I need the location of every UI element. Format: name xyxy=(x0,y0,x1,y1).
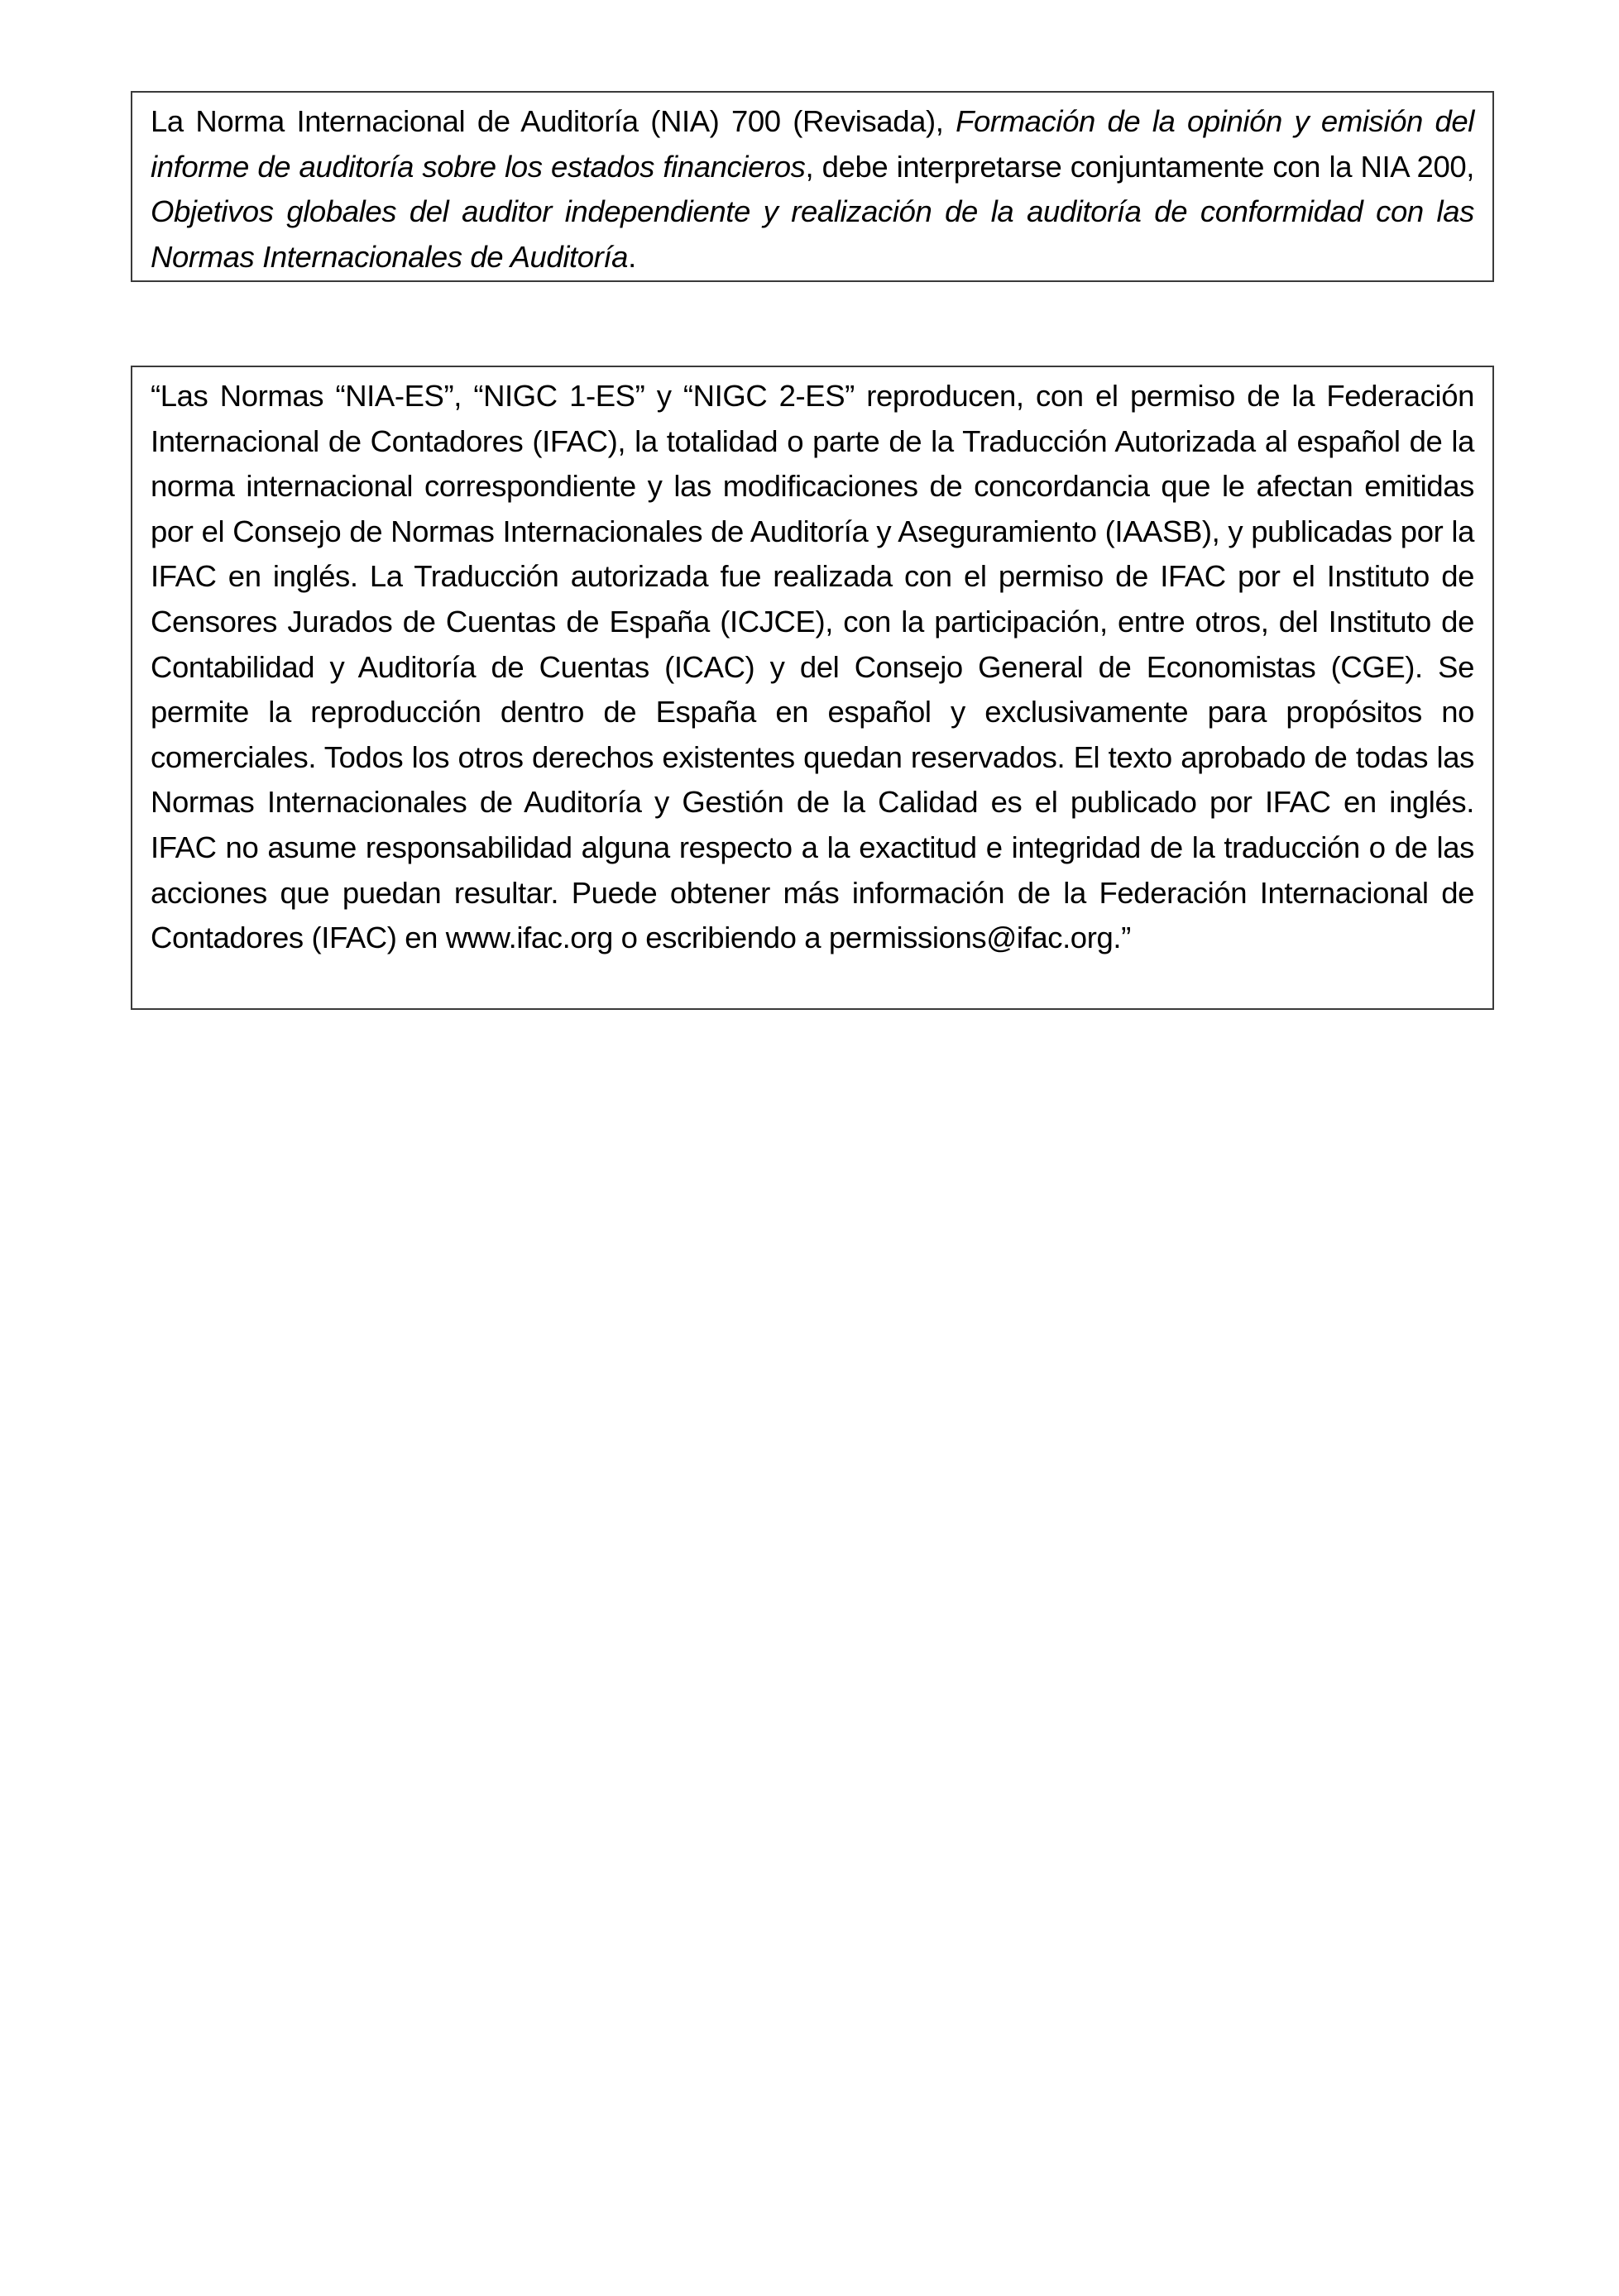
ifac-copyright-notice xyxy=(131,366,1494,1010)
notice-text-regular: , debe interpretarse conjuntamente con la NIA 200, xyxy=(805,149,1474,184)
notice-text-period: . xyxy=(628,239,636,274)
copyright-paragraph: “Las Normas “NIA-ES”, “NIGC 1-ES” y “NIGC 2-ES” reproducen, con el permiso de la Federación Internacional de Contadores (IFAC), la totalidad o parte de la Traducción Autorizada al español de la norma internacional correspondiente y las modificaciones de concordancia que le afectan emitidas por el Consejo de Normas Internacionales de Auditoría y Aseguramiento (IAASB), y publicadas por la IFAC en inglés. La Traducción autorizada fue realizada con el permiso de IFAC por el Instituto de Censores Jurados de Cuentas de España (ICJCE), con la participación, entre otros, del Instituto de Contabilidad y Auditoría de Cuentas (ICAC) y del Consejo General de Economistas (CGE). Se permite la reproducción dentro de España en español y exclusivamente para propósitos no comerciales. Todos los otros derechos existentes quedan reservados. El texto aprobado de todas las Normas Internacionales de Auditoría y Gestión de la Calidad es el publicado por IFAC en inglés. IFAC no asume responsabilidad alguna respecto a la exactitud e integridad de la traducción o de las acciones que puedan resultar. Puede obtener más información de la Federación Internacional de Contadores (IFAC) en www.ifac.org o escribiendo a permissions@ifac.org.” xyxy=(151,379,1474,955)
nia-700-interpretation-notice xyxy=(131,91,1494,282)
notice-title-nia-700: Formación de la opinión y emisión del informe de auditoría sobre los estados financieros xyxy=(151,104,1474,184)
notice-paragraph xyxy=(151,99,1474,280)
notice-text-regular: La Norma Internacional de Auditoría (NIA) 700 (Revisada), xyxy=(151,104,956,138)
notice-title-nia-200: Objetivos globales del auditor independiente y realización de la auditoría de conformidad con las Normas Internacionales de Auditoría xyxy=(151,194,1474,274)
